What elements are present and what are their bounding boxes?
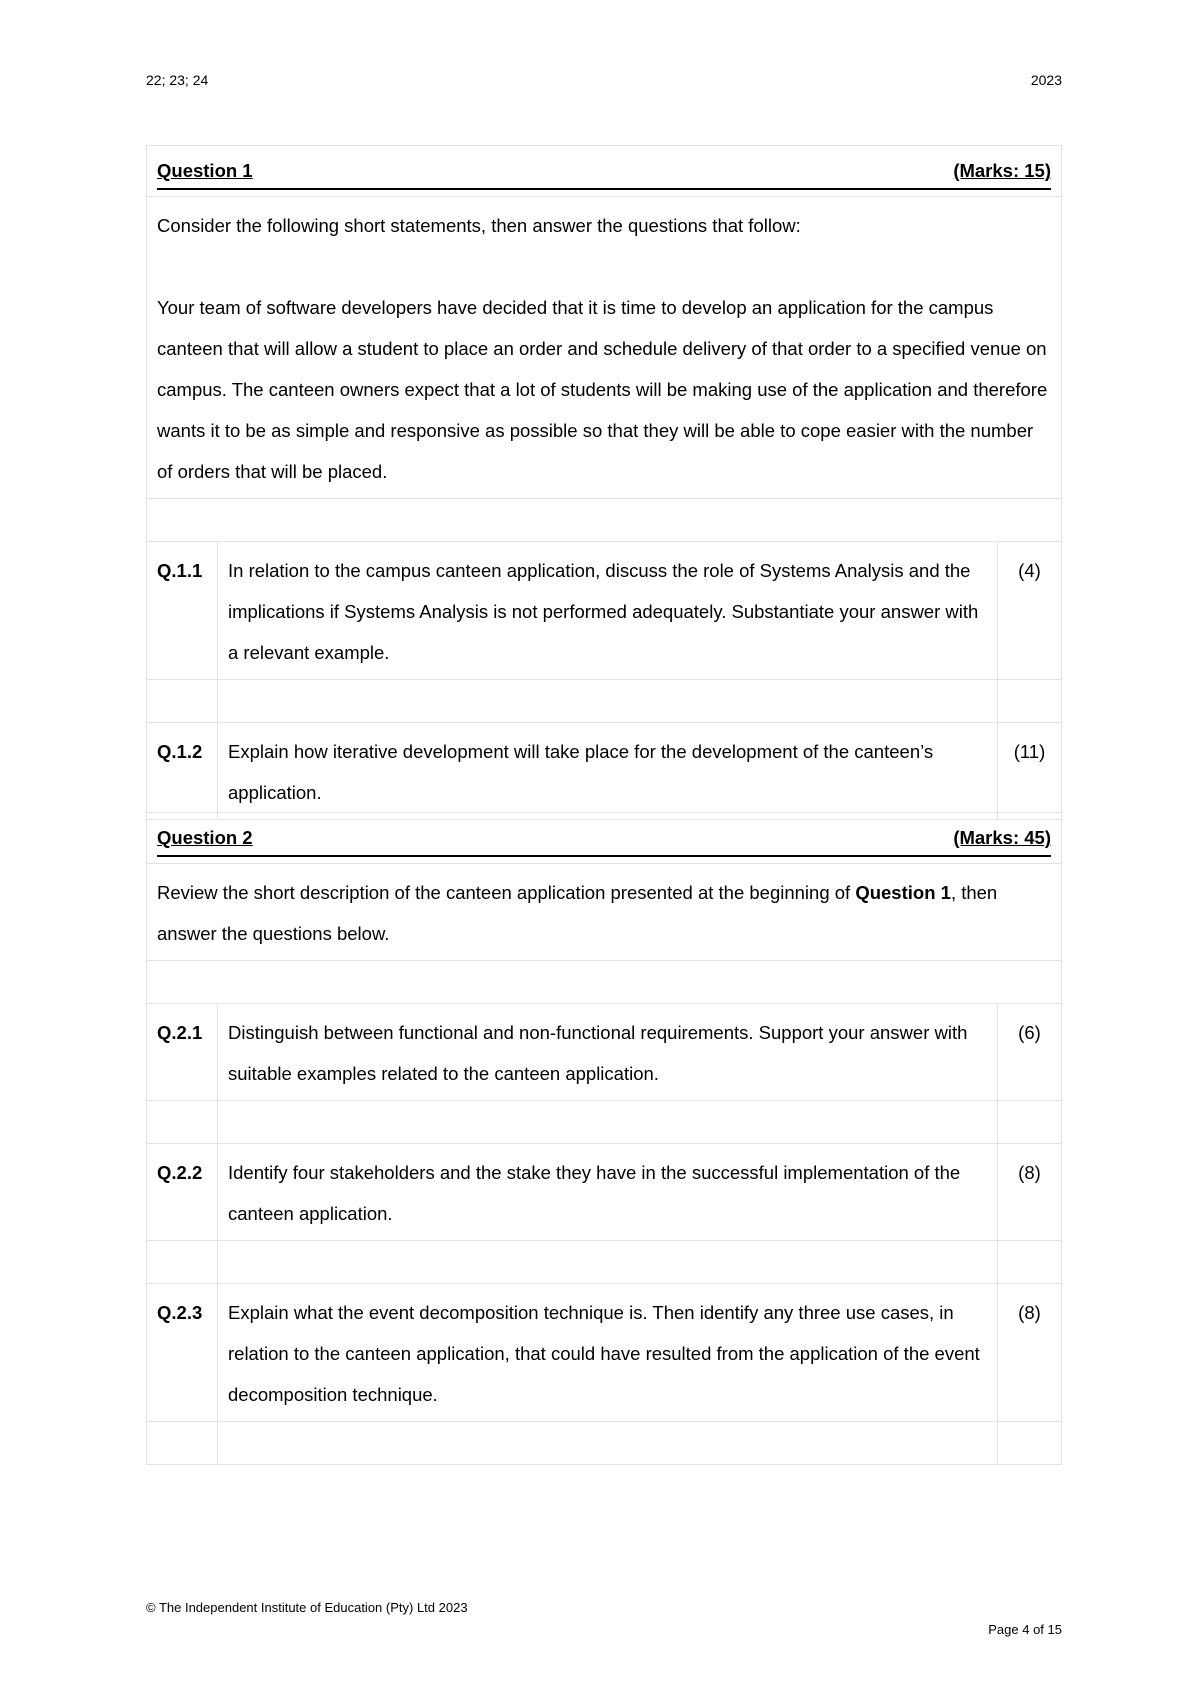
question-1-title-row [147,146,1062,197]
question-2-title-row [147,813,1062,864]
question-number: Q.1.1 [147,542,218,680]
question-row-q2-2 [147,1144,1062,1241]
spacer-row [147,680,1062,723]
spacer-row [147,1101,1062,1144]
question-2-title: Question 2 [157,827,253,848]
header-module-codes: 22; 23; 24 [146,72,209,88]
question-text: Explain how iterative development will take place for the development of the canteen’s application. [218,723,998,820]
footer-copyright: © The Independent Institute of Education (Pty) Ltd 2023 [146,1600,468,1615]
spacer-row [147,1241,1062,1284]
question-1-title: Question 1 [157,160,253,181]
question-text: Distinguish between functional and non-functional requirements. Support your answer with suitable examples related to the canteen application. [218,1004,998,1101]
question-1-intro: Consider the following short statements, then answer the questions that follow: [157,215,801,236]
question-1-intro-row [147,197,1062,499]
question-number: Q.2.2 [147,1144,218,1241]
question-2-intro-text: Review the short description of the canteen application presented at the beginning of [157,882,856,903]
question-text: In relation to the campus canteen application, discuss the role of Systems Analysis and the implications if Systems Analysis is not performed adequately. Substantiate your answer with a relevant example. [218,542,998,680]
question-marks: (4) [997,542,1061,680]
question-1-scenario: Your team of software developers have decided that it is time to develop an application for the campus canteen that will allow a student to place an order and schedule delivery of that order to a specified venue on campus. The canteen owners expect that a lot of students will be making use of the application and therefore wants it to be as simple and responsive as possible so that they will be able to cope easier with the number of orders that will be placed. [157,297,1048,482]
question-number: Q.2.1 [147,1004,218,1101]
question-marks: (6) [997,1004,1061,1101]
question-marks: (11) [997,723,1061,820]
question-text: Identify four stakeholders and the stake they have in the successful implementation of the canteen application. [218,1144,998,1241]
question-2-table [146,812,1062,1465]
question-2-intro-row [147,864,1062,961]
question-marks: (8) [997,1144,1061,1241]
question-row-q1-2 [147,723,1062,820]
question-marks: (8) [997,1284,1061,1422]
blank-line [157,246,1051,287]
question-number: Q.1.2 [147,723,218,820]
question-1-marks: (Marks: 15) [953,160,1051,181]
question-number: Q.2.3 [147,1284,218,1422]
spacer-row [147,1422,1062,1465]
question-row-q2-1 [147,1004,1062,1101]
question-row-q2-3 [147,1284,1062,1422]
question-text: Explain what the event decomposition technique is. Then identify any three use cases, in relation to the canteen application, that could have resulted from the application of the event decomposition technique. [218,1284,998,1422]
question-row-q1-1 [147,542,1062,680]
question-2-marks: (Marks: 45) [953,827,1051,848]
question-1-table [146,145,1062,820]
question-2-intro-text-end: , then answer the questions below. [157,882,998,944]
question-2-intro [147,864,1062,961]
spacer-row [147,961,1062,1004]
question-2-intro-reference: Question 1 [855,882,951,903]
spacer-row [147,499,1062,542]
footer-page-number: Page 4 of 15 [988,1622,1062,1637]
header-year: 2023 [1030,72,1062,88]
